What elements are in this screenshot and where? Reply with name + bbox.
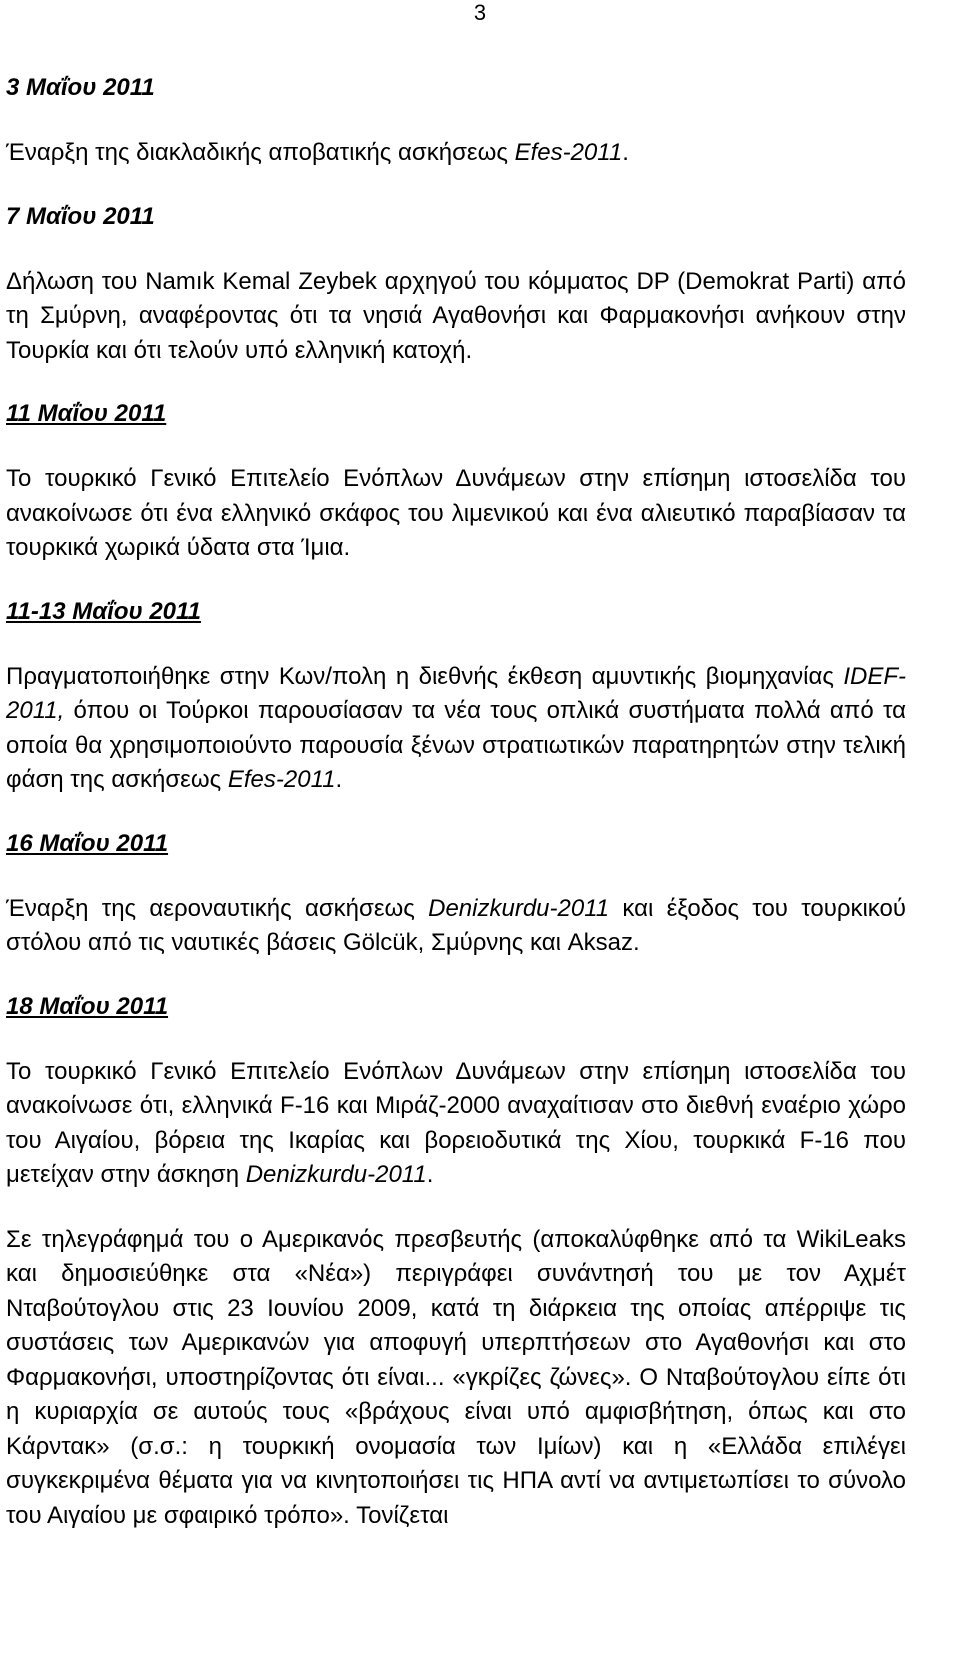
entry <box>6 398 906 596</box>
entry-date-heading: 18 Μαΐου 2011 <box>6 992 169 1020</box>
text-run: Έναρξη της αεροναυτικής ασκήσεως <box>6 894 429 922</box>
italic-text: Efes-2011 <box>514 139 623 166</box>
entry-paragraph <box>6 136 906 171</box>
page-number: 3 <box>473 0 487 25</box>
text-run: και έξοδος του τουρκικού στόλου από τις ναυτικές βάσεις Gölcük, Σμύρνης και Aksaz. <box>6 894 906 956</box>
entry <box>6 991 906 1534</box>
text-run: Πραγματοποιήθηκε στην Κων/πολη η διεθνής έκθεση αμυντικής βιομηχανίας <box>6 662 844 690</box>
entry-date-heading: 11 Μαΐου 2011 <box>6 400 167 427</box>
text-run: Δήλωση του Namık Kemal Zeybek αρχηγού του κόμματος DP (Demokrat Parti) από τη Σμύρνη, αναφέροντας ότι τα νησιά Αγαθονήσι και Φαρμακονήσι ανήκουν στην Τουρκία και ότι τελούν υπό ελληνική κατοχή. <box>6 267 906 364</box>
text-run: . <box>335 766 343 793</box>
italic-text: Denizkurdu-2011 <box>428 894 610 922</box>
italic-text: Denizkurdu-2011 <box>245 1161 427 1188</box>
entry-paragraph <box>6 660 906 798</box>
entry-paragraph <box>6 265 906 369</box>
entry-paragraph <box>6 1223 906 1534</box>
text-run: Το τουρκικό Γενικό Επιτελείο Ενόπλων Δυνάμεων στην επίσημη ιστοσελίδα του ανακοίνωσε ότι ένα ελληνικό σκάφος του λιμενικού και ένα αλιευτικό παραβίασαν τα τουρκικά χωρικά ύδατα στα Ίμια. <box>6 465 906 561</box>
italic-text: IDEF-2011, <box>6 662 906 724</box>
entry-paragraph <box>6 892 906 961</box>
text-run: Έναρξη της διακλαδικής αποβατικής ασκήσεως <box>6 139 515 166</box>
italic-text: Efes-2011 <box>227 766 336 793</box>
entry-date-heading: 3 Μαΐου 2011 <box>6 74 155 101</box>
entry-date-heading: 7 Μαΐου 2011 <box>6 202 155 230</box>
entry <box>6 72 906 201</box>
entry-paragraph <box>6 462 906 566</box>
text-run: Σε τηλεγράφημά του ο Αμερικανός πρεσβευτής (αποκαλύφθηκε από τα WikiLeaks και δημοσιεύθηκε στα «Νέα») περιγράφει συνάντησή του με τον Αχμέτ Νταβούτογλου στις 23 Ιουνίου 2009, κατά τη διάρκεια της οποίας απέρριψε τις συστάσεις των Αμερικανών για αποφυγή υπερπτήσεων στο Αγαθονήσι και στο Φαρμακονήσι, υποστηρίζοντας ότι είναι... «γκρίζες ζώνες». Ο Νταβούτογλου είπε ότι η κυριαρχία σε αυτούς τους «βράχους είναι υπό αμφισβήτηση, όπως και στο Κάρντακ» (σ.σ.: η τουρκική ονομασία των Ιμίων) και η «Ελλάδα επιλέγει συγκεκριμένα θέματα για να κινητοποιήσει τις ΗΠΑ αντί να αντιμετωπίσει το σύνολο του Αιγαίου με σφαιρικό τρόπο». Τονίζεται <box>6 1225 906 1529</box>
entry <box>6 828 906 991</box>
text-run: . <box>622 139 629 166</box>
entry-paragraph <box>6 1055 906 1193</box>
entry-date-heading: 16 Μαΐου 2011 <box>6 829 169 857</box>
document-body <box>6 72 906 1533</box>
text-run: . <box>426 1161 434 1188</box>
text-run: Το τουρκικό Γενικό Επιτελείο Ενόπλων Δυνάμεων στην επίσημη ιστοσελίδα του ανακοίνωσε ότι, ελληνικά F-16 και Μιράζ-2000 αναχαίτισαν στο διεθνή εναέριο χώρο του Αιγαίου, βόρεια της Ικαρίας και βορειοδυτικά της Χίου, τουρκικά F-16 που μετείχαν στην άσκηση <box>6 1057 906 1188</box>
text-run: όπου οι Τούρκοι παρουσίασαν τα νέα τους οπλικά συστήματα πολλά από τα οποία θα χρησιμοποιούντο παρουσία ξένων στρατιωτικών παρατηρητών στην τελική φάση της ασκήσεως <box>6 697 906 793</box>
entry-date-heading: 11-13 Μαΐου 2011 <box>6 597 201 625</box>
entry <box>6 201 906 399</box>
entry <box>6 596 906 828</box>
